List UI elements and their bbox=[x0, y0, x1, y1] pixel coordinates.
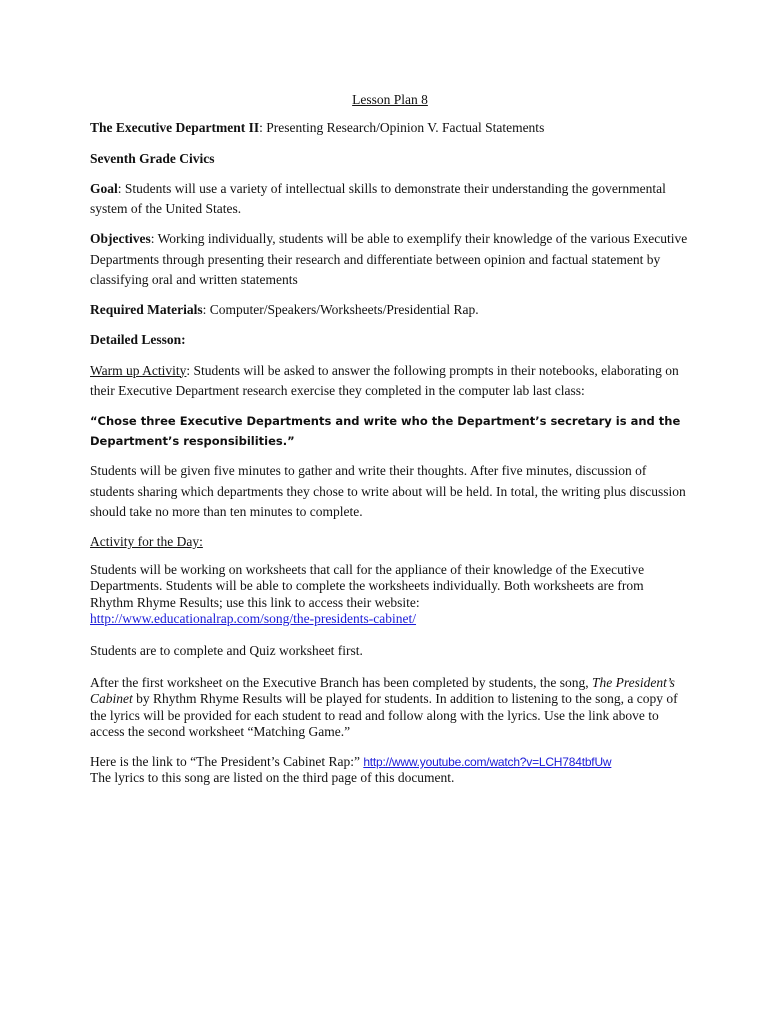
goal-label: Goal bbox=[90, 180, 118, 196]
materials-paragraph bbox=[90, 300, 690, 320]
warmup-text: : Students will be asked to answer the following prompts in their notebooks, elaborating on their Executive Department research exercise they completed in the computer lab last class: bbox=[90, 362, 679, 398]
objectives-label: Objectives bbox=[90, 231, 151, 247]
activity-paragraph bbox=[90, 562, 690, 627]
lyrics-note: The lyrics to this song are listed on the third page of this document. bbox=[90, 770, 455, 786]
rap-link-paragraph bbox=[90, 754, 690, 786]
rap-link-prefix: Here is the link to “The President’s Cabinet Rap:” bbox=[90, 754, 364, 769]
warmup-label: Warm up Activity bbox=[90, 362, 187, 378]
warmup-followup: Students will be given five minutes to gather and write their thoughts. After five minutes, discussion of students sharing which departments they chose to write about will be held. In total, the writing plus discussion should take no more than ten minutes to complete. bbox=[90, 463, 686, 519]
page-title: Lesson Plan 8 bbox=[352, 92, 428, 107]
goal-paragraph bbox=[90, 179, 690, 220]
lesson-heading-rest: : Presenting Research/Opinion V. Factual Statements bbox=[259, 120, 545, 136]
lesson-heading-label: The Executive Department II bbox=[90, 120, 260, 136]
lesson-heading bbox=[90, 118, 690, 138]
grade-heading: Seventh Grade Civics bbox=[90, 150, 215, 166]
detailed-lesson-heading: Detailed Lesson: bbox=[90, 332, 186, 348]
materials-text: : Computer/Speakers/Worksheets/Presidential Rap. bbox=[202, 302, 479, 317]
document-page bbox=[90, 90, 690, 796]
activity-text: Students will be working on worksheets that call for the appliance of their knowledge of the Executive Departments. Students will be able to complete the worksheets individually. Both worksheets are from Rhythm Rhyme Results; use this link to access their website: bbox=[90, 562, 645, 610]
objectives-paragraph bbox=[90, 229, 690, 290]
quiz-line: Students are to complete and Quiz worksheet first. bbox=[90, 643, 363, 658]
activity-heading: Activity for the Day: bbox=[90, 534, 203, 549]
educationalrap-link[interactable]: http://www.educationalrap.com/song/the-presidents-cabinet/ bbox=[90, 610, 417, 626]
materials-label: Required Materials bbox=[90, 302, 203, 317]
goal-text: : Students will use a variety of intellectual skills to demonstrate their understanding the governmental system of the United States. bbox=[90, 180, 666, 216]
after-paragraph bbox=[90, 675, 690, 740]
song-title: The President’s Cabinet bbox=[90, 675, 675, 707]
warmup-paragraph bbox=[90, 361, 690, 402]
after-text-part1: After the first worksheet on the Executive Branch has been completed by students, the song, bbox=[90, 675, 592, 691]
objectives-text: : Working individually, students will be able to exemplify their knowledge of the various Executive Departments through presenting their research and differentiate between opinion and factual statement by classifying oral and written statements bbox=[90, 231, 688, 287]
after-text-part2: by Rhythm Rhyme Results will be played for students. In addition to listening to the song, a copy of the lyrics will be provided for each student to read and follow along with the lyrics. Use the link above to access the second worksheet “Matching Game.” bbox=[90, 691, 678, 739]
prompt-quote: “Chose three Executive Departments and write who the Department’s secretary is and the Department’s responsibilities.” bbox=[90, 414, 681, 449]
youtube-link[interactable]: http://www.youtube.com/watch?v=LCH784tbfUw bbox=[363, 755, 612, 769]
